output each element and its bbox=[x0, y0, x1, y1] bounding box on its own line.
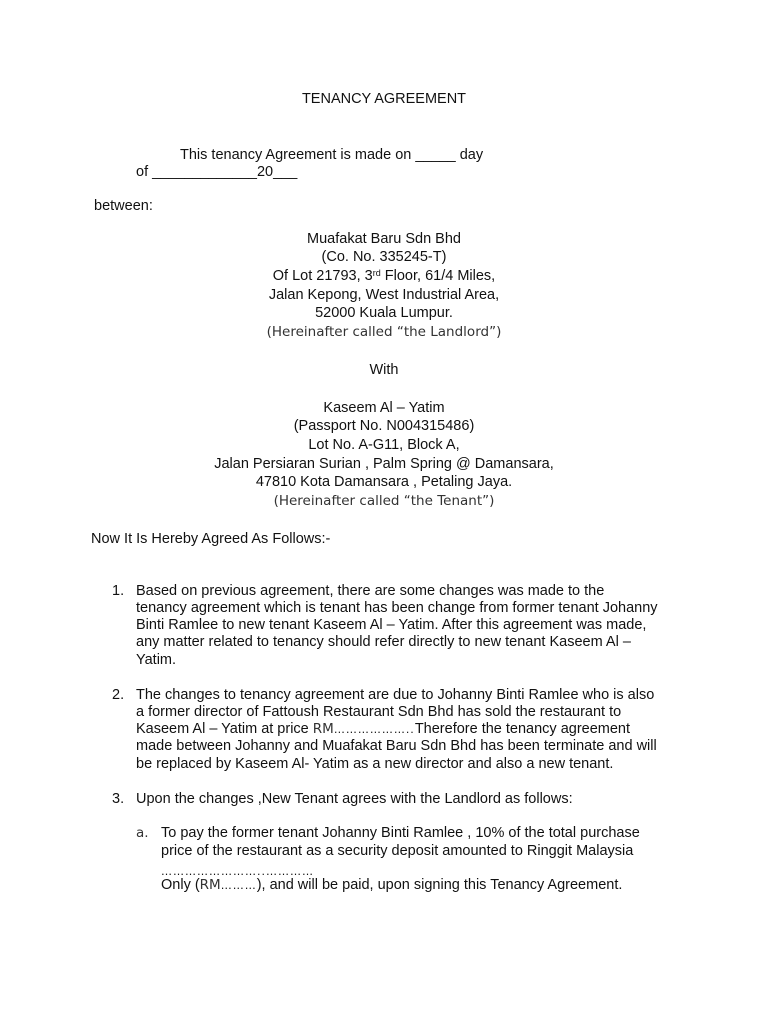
clause-number: 3. bbox=[112, 791, 125, 807]
tenant-address-3: 47810 Kota Damansara , Petaling Jaya. bbox=[255, 474, 513, 490]
subclause-label: a. bbox=[136, 825, 149, 841]
landlord-address-1 bbox=[0, 267, 768, 286]
document-title: TENANCY AGREEMENT bbox=[301, 91, 467, 107]
clause-number: 1. bbox=[112, 583, 125, 599]
clause-line: tenancy agreement which is tenant has been change from former tenant Johanny bbox=[136, 600, 658, 616]
tenant-name: Kaseem Al – Yatim bbox=[323, 400, 445, 416]
clause-line: Based on previous agreement, there are some changes was made to the bbox=[136, 583, 605, 599]
subclause-line: To pay the former tenant Johanny Binti Ramlee , 10% of the total purchase bbox=[161, 825, 640, 841]
with-label: With bbox=[369, 362, 399, 378]
clause-line: The changes to tenancy agreement are due to Johanny Binti Ramlee who is also bbox=[136, 687, 655, 703]
clause-line: any matter related to tenancy should refer directly to new tenant Kaseem Al – bbox=[136, 634, 631, 650]
landlord-name: Muafakat Baru Sdn Bhd bbox=[307, 231, 461, 247]
amount-blank: ……………………..………… bbox=[161, 865, 314, 878]
clause-number: 2. bbox=[112, 687, 125, 703]
tenant-address-2: Jalan Persiaran Surian , Palm Spring @ Damansara, bbox=[214, 456, 554, 472]
clause-line: Yatim. bbox=[136, 652, 177, 668]
tenant-address-1: Lot No. A-G11, Block A, bbox=[308, 437, 460, 453]
price-blank: ……………….. bbox=[333, 723, 415, 736]
subclause-line-start: Only ( bbox=[161, 877, 200, 893]
landlord-address-3: 52000 Kuala Lumpur. bbox=[315, 305, 453, 321]
landlord-called: (Hereinafter called “the Landlord”) bbox=[266, 324, 502, 340]
clause-line: Upon the changes ,New Tenant agrees with the Landlord as follows: bbox=[136, 791, 573, 807]
landlord-address-1-start: Of Lot 21793, 3 bbox=[272, 268, 373, 284]
clause-line: a former director of Fattoush Restaurant Sdn Bhd has sold the restaurant to bbox=[136, 704, 622, 720]
tenant-called: (Hereinafter called “the Tenant”) bbox=[273, 493, 495, 509]
clause-line: be replaced by Kaseem Al- Yatim as a new director and also a new tenant. bbox=[136, 756, 614, 772]
landlord-address-2: Jalan Kepong, West Industrial Area, bbox=[268, 287, 500, 303]
landlord-address-1-end: Floor, 61/4 Miles, bbox=[380, 268, 496, 284]
subclause-line bbox=[161, 877, 622, 895]
clause-line bbox=[136, 721, 630, 738]
landlord-co-no: (Co. No. 335245-T) bbox=[321, 249, 447, 265]
currency-label: RM bbox=[199, 877, 221, 893]
intro-line-1: This tenancy Agreement is made on _____ day bbox=[180, 147, 484, 163]
ordinal-suffix: rd bbox=[372, 268, 381, 278]
currency-label: RM bbox=[312, 721, 334, 737]
amount-short-blank: ……… bbox=[220, 879, 257, 892]
between-label: between: bbox=[94, 198, 153, 214]
agreed-heading: Now It Is Hereby Agreed As Follows:- bbox=[91, 531, 331, 547]
intro-line-2: of _____________20___ bbox=[136, 164, 298, 180]
tenant-passport: (Passport No. N004315486) bbox=[293, 418, 475, 434]
subclause-line-end: ), and will be paid, upon signing this Tenancy Agreement. bbox=[256, 877, 623, 893]
clause-line-start: Kaseem Al – Yatim at price bbox=[136, 721, 313, 737]
subclause-line: price of the restaurant as a security deposit amounted to Ringgit Malaysia bbox=[161, 843, 634, 859]
clause-line: made between Johanny and Muafakat Baru Sdn Bhd has been terminate and will bbox=[136, 738, 657, 754]
clause-line: Binti Ramlee to new tenant Kaseem Al – Yatim. After this agreement was made, bbox=[136, 617, 647, 633]
clause-line-end: Therefore the tenancy agreement bbox=[414, 721, 631, 737]
